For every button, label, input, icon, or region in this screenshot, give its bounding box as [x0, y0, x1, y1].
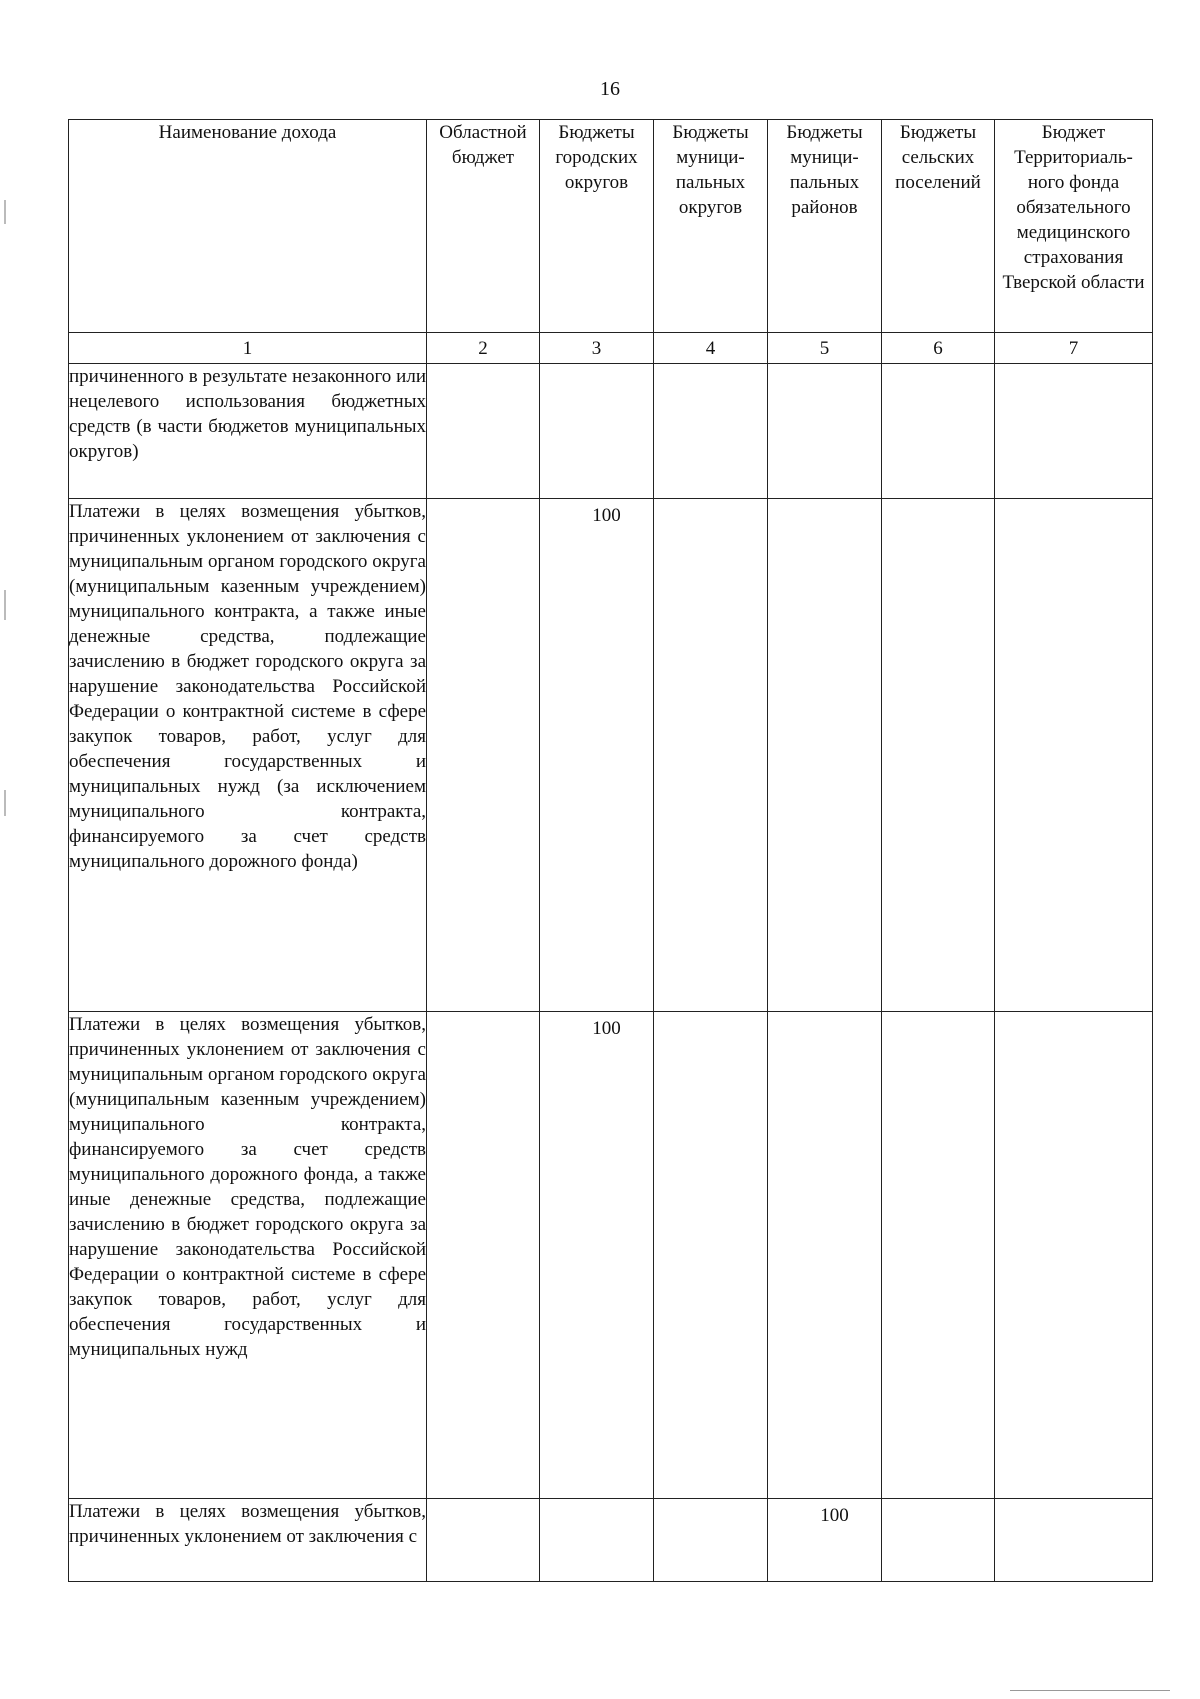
value-cell: [427, 364, 540, 499]
value-cell: [995, 1499, 1153, 1582]
value-cell: [995, 499, 1153, 1012]
value-cell: [540, 364, 654, 499]
scan-edge-mark: [4, 790, 6, 816]
table-row: [69, 1499, 1153, 1582]
table-row: [69, 499, 1153, 1012]
value-cell: [768, 1012, 882, 1499]
value-cell: 100: [768, 1499, 882, 1582]
column-number: 7: [995, 333, 1153, 364]
scan-edge-mark: [4, 590, 6, 620]
revenue-distribution-table: [68, 119, 1153, 1582]
header-regional-budget: Областной бюджет: [427, 120, 540, 333]
column-number: 3: [540, 333, 654, 364]
page-number: 16: [600, 78, 620, 100]
header-row: [69, 120, 1153, 333]
header-municipal-districts: Бюджеты муници-пальных районов: [768, 120, 882, 333]
header-municipal-okrugs: Бюджеты муници-пальных округов: [654, 120, 768, 333]
income-name-cell: причиненного в результате незаконного или нецелевого использования бюджетных средств (в части бюджетов муниципальных округов): [69, 364, 427, 499]
value-cell: 100: [540, 499, 654, 1012]
value-cell: [654, 1499, 768, 1582]
value-cell: [882, 364, 995, 499]
header-medical-insurance-fund: Бюджет Территориаль-ного фонда обязательного медицинского страхования Тверской области: [995, 120, 1153, 333]
value-cell: [427, 1499, 540, 1582]
value-cell: [995, 364, 1153, 499]
income-name-cell: Платежи в целях возмещения убытков, причиненных уклонением от заключения с: [69, 1499, 427, 1582]
value-cell: 100: [540, 1012, 654, 1499]
scan-bottom-line: [1010, 1690, 1170, 1691]
column-number: 4: [654, 333, 768, 364]
value-cell: [882, 1499, 995, 1582]
value-cell: [654, 499, 768, 1012]
value-cell: [882, 1012, 995, 1499]
value-cell: [654, 1012, 768, 1499]
value-cell: [427, 1012, 540, 1499]
income-name-cell: Платежи в целях возмещения убытков, причиненных уклонением от заключения с муниципальным органом городского округа (муниципальным казенным учреждением) муниципального контракта, финансируемого за счет средств муниципального дорожного фонда, а также иные денежные средства, подлежащие зачислению в бюджет городского округа за нарушение законодательства Российской Федерации о контрактной системе в сфере закупок товаров, работ, услуг для обеспечения государственных и муниципальных нужд: [69, 1012, 427, 1499]
value-cell: [427, 499, 540, 1012]
table-row: [69, 1012, 1153, 1499]
column-number: 2: [427, 333, 540, 364]
table-row: [69, 364, 1153, 499]
scan-edge-mark: [4, 200, 6, 224]
value-cell: [540, 1499, 654, 1582]
value-cell: [882, 499, 995, 1012]
column-number: 1: [69, 333, 427, 364]
income-name-cell: Платежи в целях возмещения убытков, причиненных уклонением от заключения с муниципальным органом городского округа (муниципальным казенным учреждением) муниципального контракта, а также иные денежные средства, подлежащие зачислению в бюджет городского округа за нарушение законодательства Российской Федерации о контрактной системе в сфере закупок товаров, работ, услуг для обеспечения государственных и муниципальных нужд (за исключением муниципального контракта, финансируемого за счет средств муниципального дорожного фонда): [69, 499, 427, 1012]
value-cell: [654, 364, 768, 499]
column-number: 6: [882, 333, 995, 364]
header-city-districts: Бюджеты городских округов: [540, 120, 654, 333]
header-rural-settlements: Бюджеты сельских поселений: [882, 120, 995, 333]
column-number-row: [69, 333, 1153, 364]
header-income-name: Наименование дохода: [69, 120, 427, 333]
column-number: 5: [768, 333, 882, 364]
value-cell: [995, 1012, 1153, 1499]
value-cell: [768, 364, 882, 499]
value-cell: [768, 499, 882, 1012]
